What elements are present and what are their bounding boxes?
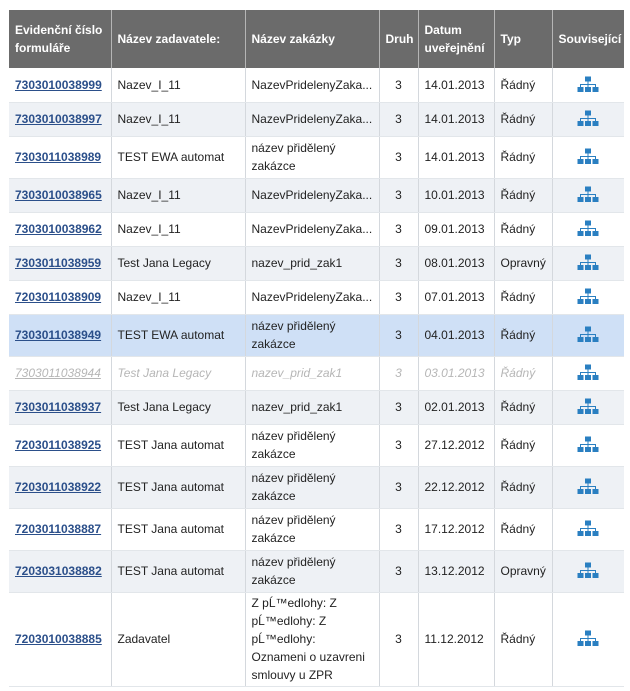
form-number-link[interactable]: 7203011038887 <box>15 522 102 536</box>
cell-id <box>9 508 111 550</box>
table-header-row <box>9 10 624 68</box>
cell-zakazka: nazev_prid_zak1 <box>245 246 379 280</box>
cell-souvisejici <box>552 246 624 280</box>
cell-zadavatel: Test Jana Legacy <box>111 356 245 390</box>
cell-zadavatel: Nazev_I_11 <box>111 280 245 314</box>
cell-druh: 3 <box>379 550 418 592</box>
cell-typ: Opravný <box>494 550 552 592</box>
form-number-link[interactable]: 7303010038999 <box>15 77 102 92</box>
cell-druh: 3 <box>379 466 418 508</box>
cell-zadavatel: TEST EWA automat <box>111 136 245 178</box>
cell-datum: 14.01.2013 <box>418 136 494 178</box>
cell-zadavatel: TEST Jana automat <box>111 424 245 466</box>
form-number-link[interactable]: 7303010038965 <box>15 188 102 202</box>
col-header-zakazka[interactable]: Název zakázky <box>245 10 379 68</box>
results-table-wrapper <box>9 10 624 687</box>
cell-souvisejici <box>552 280 624 314</box>
table-row[interactable] <box>9 136 624 178</box>
cell-zadavatel: Test Jana Legacy <box>111 246 245 280</box>
cell-id <box>9 178 111 212</box>
table-row[interactable] <box>9 356 624 390</box>
form-number-link[interactable]: 7303011038959 <box>15 256 102 270</box>
table-row[interactable] <box>9 314 624 356</box>
cell-datum: 03.01.2013 <box>418 356 494 390</box>
cell-typ: Řádný <box>494 466 552 508</box>
cell-souvisejici <box>552 508 624 550</box>
org-chart-icon[interactable] <box>577 326 599 344</box>
table-row[interactable] <box>9 68 624 102</box>
cell-id <box>9 356 111 390</box>
org-chart-icon[interactable] <box>577 478 599 496</box>
cell-typ: Řádný <box>494 508 552 550</box>
table-row[interactable] <box>9 102 624 136</box>
cell-datum: 08.01.2013 <box>418 246 494 280</box>
cell-zadavatel: Zadavatel <box>111 592 245 686</box>
cell-zakazka: název přidělený zakázce <box>245 136 379 178</box>
cell-zakazka: název přidělený zakázce <box>245 550 379 592</box>
cell-zakazka: NazevPridelenyZaka... <box>245 178 379 212</box>
cell-zadavatel: Nazev_I_11 <box>111 68 245 102</box>
cell-zadavatel: TEST Jana automat <box>111 508 245 550</box>
cell-datum: 22.12.2012 <box>418 466 494 508</box>
cell-typ: Řádný <box>494 592 552 686</box>
cell-druh: 3 <box>379 68 418 102</box>
org-chart-icon[interactable] <box>577 398 599 416</box>
cell-id <box>9 68 111 102</box>
cell-datum: 17.12.2012 <box>418 508 494 550</box>
cell-druh: 3 <box>379 390 418 424</box>
cell-datum: 14.01.2013 <box>418 102 494 136</box>
cell-zakazka: název přidělený zakázce <box>245 466 379 508</box>
cell-typ: Řádný <box>494 314 552 356</box>
form-number-link[interactable]: 7203010038885 <box>15 632 102 646</box>
col-header-id[interactable]: Evidenční číslo formuláře <box>9 10 111 68</box>
cell-souvisejici <box>552 424 624 466</box>
table-row[interactable] <box>9 178 624 212</box>
cell-datum: 13.12.2012 <box>418 550 494 592</box>
table-row[interactable] <box>9 424 624 466</box>
table-row[interactable] <box>9 592 624 686</box>
cell-souvisejici <box>552 102 624 136</box>
cell-typ: Řádný <box>494 212 552 246</box>
cell-typ: Řádný <box>494 424 552 466</box>
cell-zakazka: název přidělený zakázce <box>245 424 379 466</box>
table-body <box>9 68 624 686</box>
org-chart-icon[interactable] <box>577 562 599 580</box>
cell-druh: 3 <box>379 280 418 314</box>
form-number-link[interactable]: 7303011038944 <box>15 366 101 380</box>
cell-zadavatel: Nazev_I_11 <box>111 212 245 246</box>
cell-zakazka: nazev_prid_zak1 <box>245 390 379 424</box>
form-number-link[interactable]: 7303011038937 <box>15 400 102 414</box>
cell-typ: Řádný <box>494 356 552 390</box>
cell-id <box>9 246 111 280</box>
cell-druh: 3 <box>379 102 418 136</box>
cell-druh: 3 <box>379 356 418 390</box>
cell-datum: 10.01.2013 <box>418 178 494 212</box>
col-header-zadavatel[interactable]: Název zadavatele: <box>111 10 245 68</box>
cell-druh: 3 <box>379 212 418 246</box>
table-row[interactable] <box>9 212 624 246</box>
org-chart-icon[interactable] <box>577 288 599 306</box>
cell-druh: 3 <box>379 424 418 466</box>
form-number-link[interactable]: 7303011038949 <box>15 328 102 342</box>
cell-souvisejici <box>552 390 624 424</box>
cell-datum: 04.01.2013 <box>418 314 494 356</box>
cell-datum: 11.12.2012 <box>418 592 494 686</box>
form-number-link[interactable]: 7303010038962 <box>15 222 102 236</box>
org-chart-icon[interactable] <box>577 76 599 94</box>
table-row[interactable] <box>9 390 624 424</box>
col-header-druh[interactable]: Druh <box>379 10 418 68</box>
cell-zakazka: nazev_prid_zak1 <box>245 356 379 390</box>
cell-souvisejici <box>552 466 624 508</box>
org-chart-icon[interactable] <box>577 630 599 648</box>
cell-zakazka: NazevPridelenyZaka... <box>245 280 379 314</box>
cell-zadavatel: TEST EWA automat <box>111 314 245 356</box>
cell-id <box>9 280 111 314</box>
form-number-link[interactable]: 7203031038882 <box>15 564 102 578</box>
cell-datum: 09.01.2013 <box>418 212 494 246</box>
form-number-link[interactable]: 7203011038925 <box>15 438 102 452</box>
org-chart-icon[interactable] <box>577 436 599 454</box>
cell-zadavatel: TEST Jana automat <box>111 550 245 592</box>
org-chart-icon[interactable] <box>577 148 599 166</box>
form-number-link[interactable]: 7303011038989 <box>15 150 102 164</box>
cell-id <box>9 314 111 356</box>
cell-datum: 02.01.2013 <box>418 390 494 424</box>
cell-druh: 3 <box>379 246 418 280</box>
cell-zadavatel: Test Jana Legacy <box>111 390 245 424</box>
cell-druh: 3 <box>379 314 418 356</box>
cell-id <box>9 466 111 508</box>
table-row[interactable] <box>9 246 624 280</box>
table-row[interactable] <box>9 550 624 592</box>
cell-typ: Opravný <box>494 246 552 280</box>
cell-typ: Řádný <box>494 136 552 178</box>
cell-druh: 3 <box>379 508 418 550</box>
cell-id <box>9 102 111 136</box>
cell-typ: Řádný <box>494 68 552 102</box>
cell-id <box>9 212 111 246</box>
cell-zadavatel: Nazev_I_11 <box>111 178 245 212</box>
org-chart-icon[interactable] <box>577 364 599 382</box>
org-chart-icon[interactable] <box>577 186 599 204</box>
org-chart-icon[interactable] <box>577 110 599 128</box>
cell-druh: 3 <box>379 178 418 212</box>
form-number-link[interactable]: 7203011038909 <box>15 290 102 304</box>
cell-zakazka: NazevPridelenyZaka... <box>245 102 379 136</box>
cell-souvisejici <box>552 550 624 592</box>
cell-typ: Řádný <box>494 178 552 212</box>
cell-id <box>9 390 111 424</box>
cell-datum: 07.01.2013 <box>418 280 494 314</box>
cell-souvisejici <box>552 592 624 686</box>
col-header-typ[interactable]: Typ <box>494 10 552 68</box>
cell-zakazka: NazevPridelenyZaka... <box>245 68 379 102</box>
cell-id <box>9 550 111 592</box>
org-chart-icon[interactable] <box>577 254 599 272</box>
table-row[interactable] <box>9 466 624 508</box>
col-header-datum[interactable]: Datum uveřejnění <box>418 10 494 68</box>
table-row[interactable] <box>9 280 624 314</box>
cell-druh: 3 <box>379 592 418 686</box>
form-number-link[interactable]: 7203011038922 <box>15 480 102 494</box>
cell-souvisejici <box>552 136 624 178</box>
cell-zakazka: název přidělený zakázce <box>245 508 379 550</box>
cell-zakazka: NazevPridelenyZaka... <box>245 212 379 246</box>
cell-typ: Řádný <box>494 390 552 424</box>
cell-typ: Řádný <box>494 102 552 136</box>
cell-zadavatel: Nazev_I_11 <box>111 102 245 136</box>
cell-id <box>9 136 111 178</box>
org-chart-icon[interactable] <box>577 220 599 238</box>
form-number-link[interactable]: 7303010038997 <box>15 112 102 126</box>
cell-zakazka: Z pĹ™edlohy: Z pĹ™edlohy: Z pĹ™edlohy: Oznameni o uzavreni smlouvy u ZPR <box>245 592 379 686</box>
cell-id <box>9 592 111 686</box>
cell-souvisejici <box>552 356 624 390</box>
cell-souvisejici <box>552 212 624 246</box>
cell-datum: 27.12.2012 <box>418 424 494 466</box>
cell-souvisejici <box>552 178 624 212</box>
cell-druh: 3 <box>379 136 418 178</box>
cell-typ: Řádný <box>494 280 552 314</box>
cell-souvisejici <box>552 314 624 356</box>
org-chart-icon[interactable] <box>577 520 599 538</box>
cell-souvisejici <box>552 68 624 102</box>
col-header-souvisejici[interactable]: Související <box>552 10 624 68</box>
cell-zadavatel: TEST Jana automat <box>111 466 245 508</box>
cell-datum: 14.01.2013 <box>418 68 494 102</box>
cell-zakazka: název přidělený zakázce <box>245 314 379 356</box>
cell-id <box>9 424 111 466</box>
table-row[interactable] <box>9 508 624 550</box>
results-table <box>9 10 624 687</box>
